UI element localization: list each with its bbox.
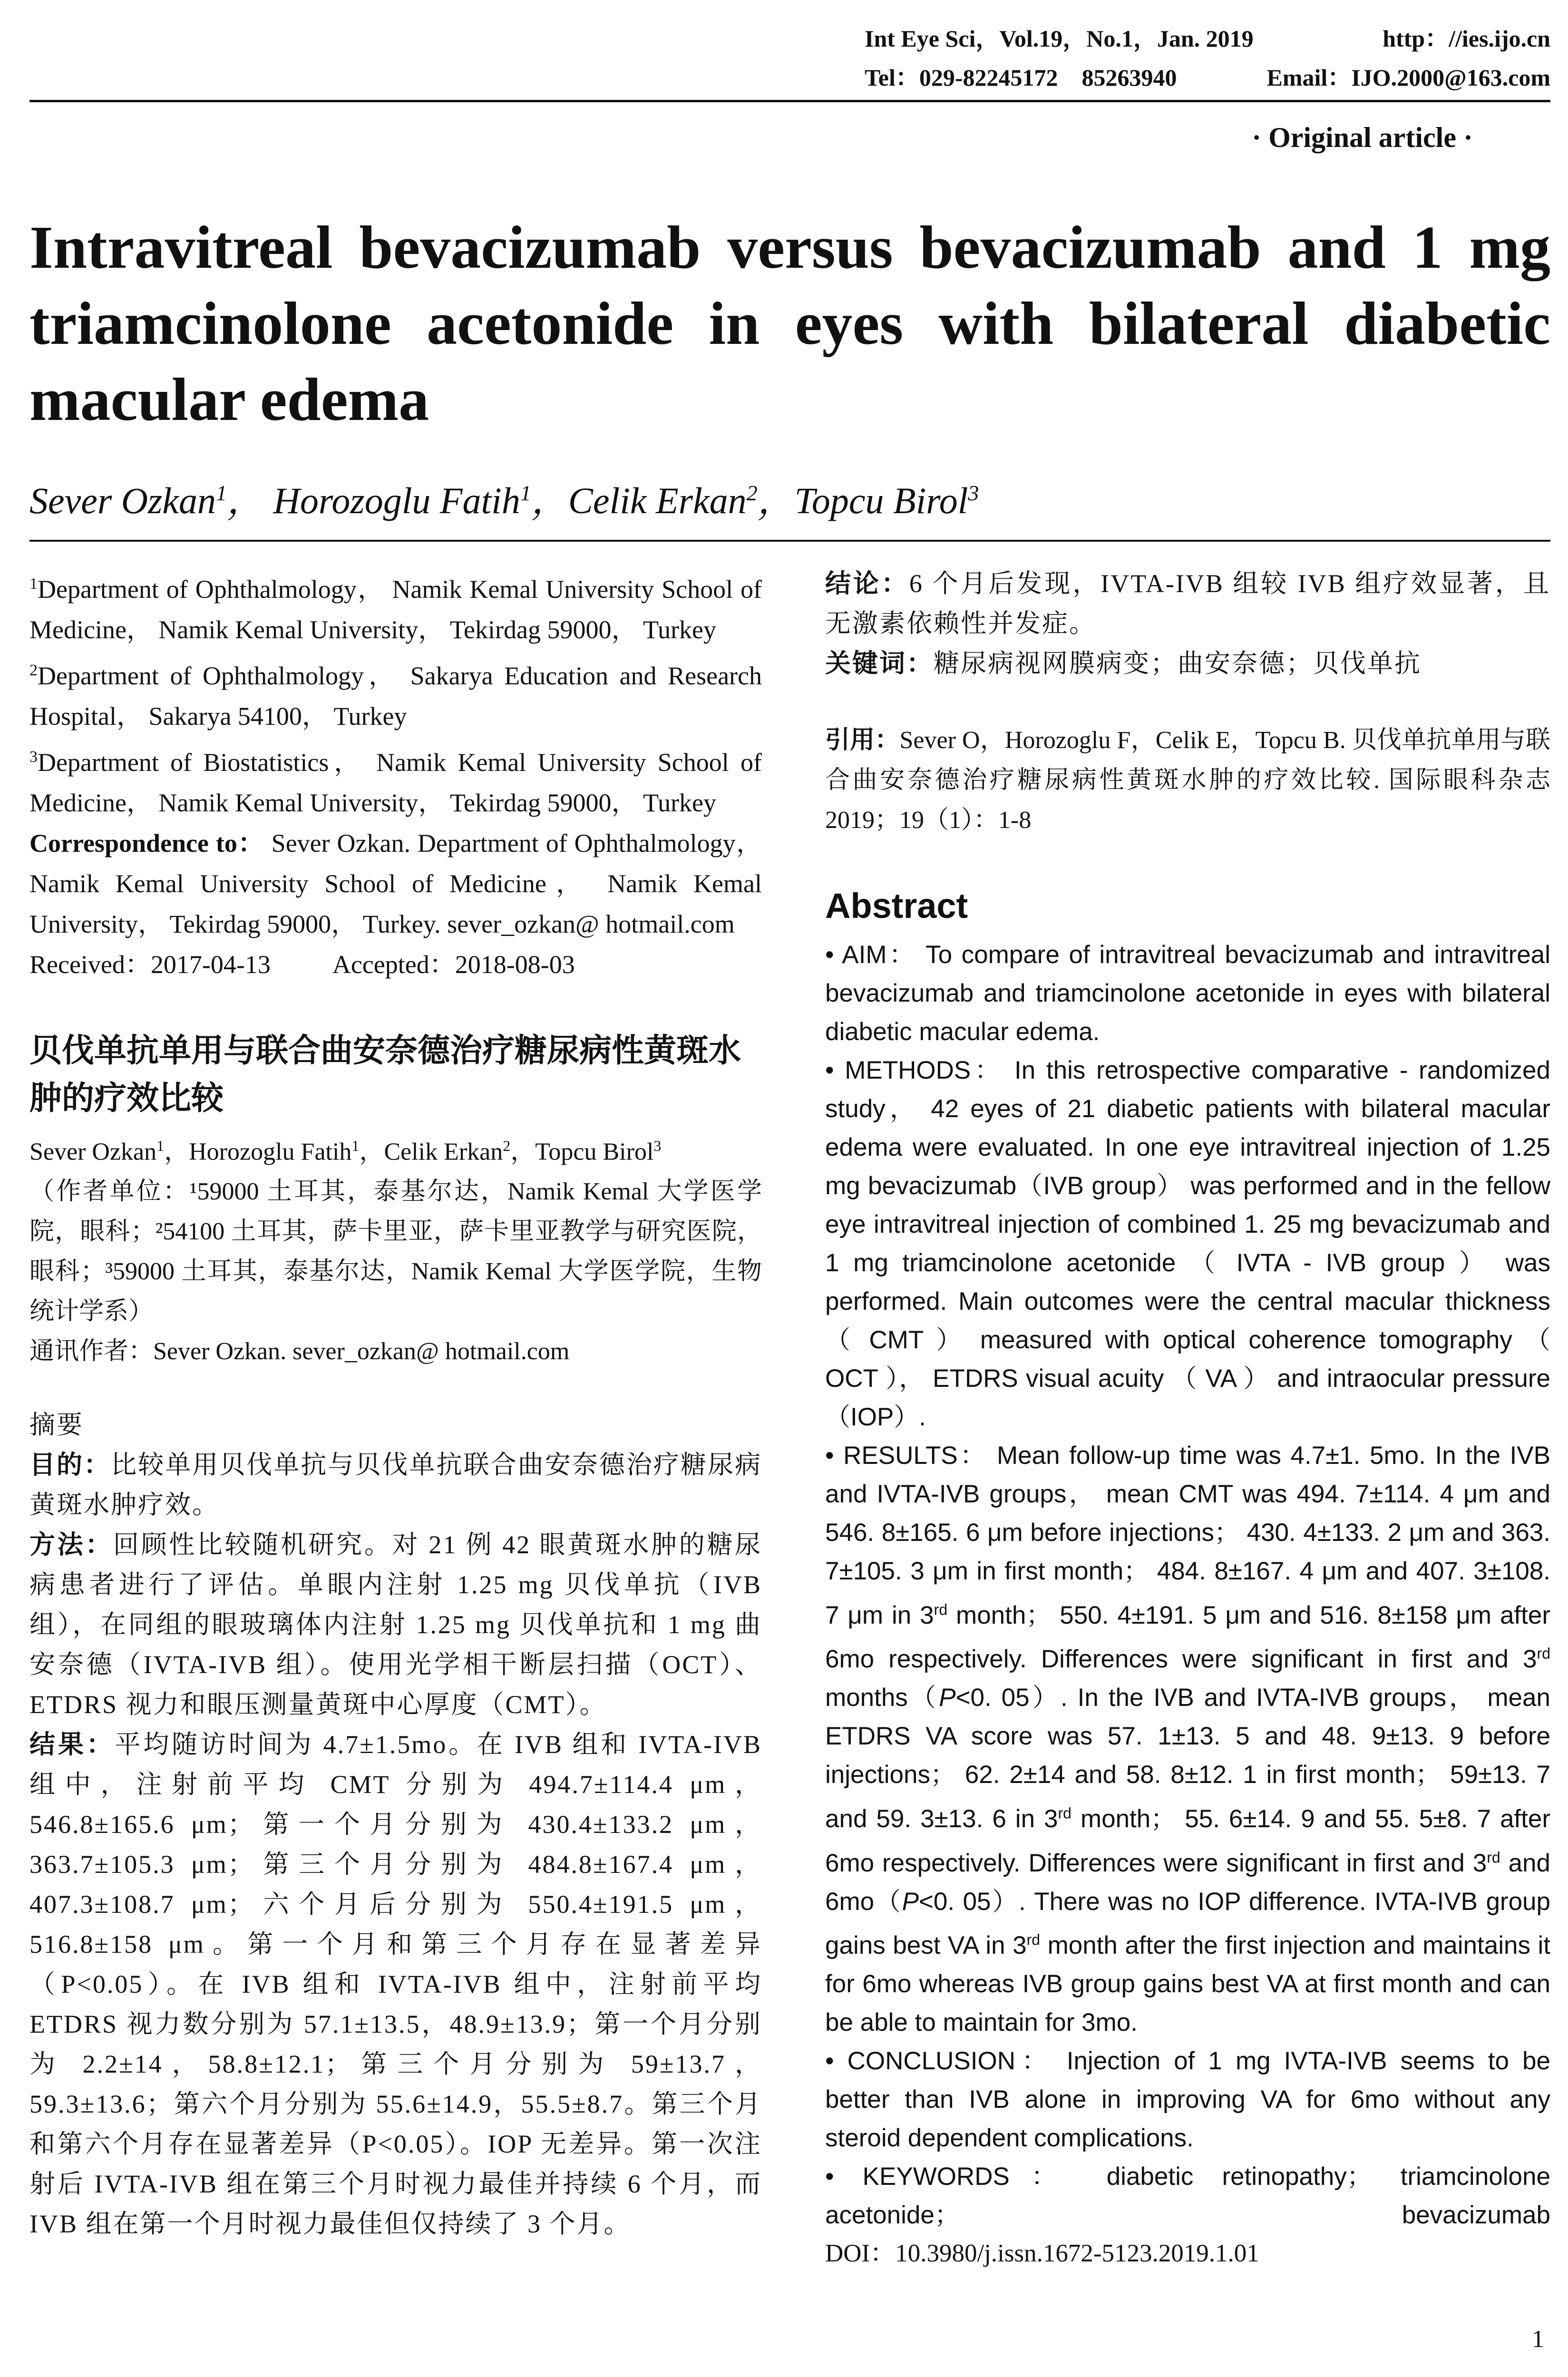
doi[interactable]: DOI：10.3980/j.issn.1672-5123.2019.1.01 <box>825 2240 1259 2268</box>
author-affiliation-number: 1 <box>520 481 531 505</box>
affiliation-number: 2 <box>29 662 38 679</box>
author-affiliation-number: 3 <box>653 1137 662 1154</box>
abstract-keywords-label: • KEYWORDS： <box>825 2163 1078 2191</box>
author-separator: ， <box>227 480 273 521</box>
abstract-conclusion-label: • CONCLUSION： <box>825 2047 1053 2075</box>
abstract-methods <box>825 1051 1550 1436</box>
chinese-results-label: 结果： <box>29 1730 115 1759</box>
chinese-methods-text: 回顾性比较随机研究。对 21 例 42 眼黄斑水肿的糖尿病患者进行了评估。单眼内注射 1.25 mg 贝伐单抗（IVB 组），在同组的眼玻璃体内注射 1.25 mg 贝伐单抗和 1 mg 曲安奈德（IVTA-IVB 组）。使用光学相干断层扫描（OCT）、ETDRS 视力和眼压测量黄斑中心厚度（CMT）。 <box>29 1530 762 1719</box>
chinese-abstract-heading: 摘要 <box>29 1411 84 1440</box>
abstract-results-label: • RESULTS： <box>825 1442 988 1470</box>
chinese-keywords-text: 糖尿病视网膜病变；曲安奈德；贝伐单抗 <box>934 649 1422 678</box>
chinese-aim-text: 比较单用贝伐单抗与贝伐单抗联合曲安奈德治疗糖尿病黄斑水肿疗效。 <box>29 1451 762 1520</box>
abstract-aim-label: • AIM： <box>825 941 917 969</box>
header-divider <box>29 100 1550 102</box>
journal-citation: Int Eye Sci，Vol.19，No.1，Jan. 2019 <box>865 25 1254 52</box>
accepted-date: Accepted：2018-08-03 <box>332 950 575 979</box>
chinese-keywords-label: 关键词： <box>825 649 934 678</box>
affiliation <box>29 737 762 823</box>
abstract-results <box>825 1436 1550 2042</box>
abstract-conclusion <box>825 2042 1550 2157</box>
chinese-conclusion-label: 结论： <box>825 569 909 598</box>
author-name: Celik Erkan <box>384 1138 503 1166</box>
affiliation-number: 1 <box>29 575 38 593</box>
author-name: Sever Ozkan <box>29 480 216 521</box>
abstract-aim-text: To compare of intravitreal bevacizumab and intravitreal bevacizumab and triamcinolone acetonide in eyes with bilateral diabetic macular edema. <box>825 941 1550 1046</box>
page-number: 1 <box>1532 2326 1544 2353</box>
affiliation <box>29 650 762 737</box>
chinese-methods-label: 方法： <box>29 1530 113 1559</box>
abstract-heading: Abstract <box>825 886 968 925</box>
author-affiliation-number: 3 <box>968 481 979 505</box>
chinese-title: 贝伐单抗单用与联合曲安奈德治疗糖尿病性黄斑水肿的疗效比较 <box>29 1033 741 1116</box>
author-affiliation-number: 1 <box>156 1137 165 1154</box>
article-title: Intravitreal bevacizumab versus bevacizumab and 1 mg triamcinolone acetonide in eyes with bilateral diabetic macular edema <box>29 214 1550 433</box>
chinese-citation-text: Sever O，Horozoglu F，Celik E，Topcu B. 贝伐单抗单用与联合曲安奈德治疗糖尿病性黄斑水肿的疗效比较. 国际眼科杂志 2019；19（1）：1-8 <box>825 727 1550 834</box>
left-column <box>29 564 762 2244</box>
author-separator: ， <box>164 1138 189 1166</box>
abstract-conclusion-text: Injection of 1 mg IVTA-IVB seems to be better than IVB alone in improving VA for 6mo without any steroid dependent complications. <box>825 2047 1550 2153</box>
author-separator: ， <box>531 480 568 521</box>
author-name: Horozoglu Fatih <box>273 480 520 521</box>
chinese-conclusion <box>825 564 1550 643</box>
author-affiliation-number: 2 <box>746 481 758 505</box>
abstract-keywords-text: diabetic retinopathy； triamcinolone acetonide； bevacizumab <box>825 2163 1550 2230</box>
author-separator: ， <box>359 1138 384 1166</box>
dates <box>29 945 762 985</box>
chinese-keywords <box>825 643 1550 683</box>
abstract-keywords <box>825 2157 1550 2234</box>
journal-phone: Tel：029-82245172 85263940 <box>865 64 1177 91</box>
abstract-results-text: Mean follow-up time was 4.7±1. 5mo. In the IVB and IVTA-IVB groups， mean CMT was 494. 7±114. 4 μm and 546. 8±165. 6 μm before injections； 430. 4±133. 2 μm and 363. 7±105. 3 μm in first month； 484. 8±167. 4 μm and 407. 3±108. 7 μm in 3rd month； 550. 4±191. 5 μm and 516. 8±158 μm after 6mo respectively. Differences were significant in first and 3rd months（P<0. 05）. In the IVB and IVTA-IVB groups， mean ETDRS VA score was 57. 1±13. 5 and 48. 9±13. 9 before injections； 62. 2±14 and 58. 8±12. 1 in first month； 59±13. 7 and 59. 3±13. 6 in 3rd month； 55. 6±14. 9 and 55. 5±8. 7 after 6mo respectively. Differences were significant in first and 3rd and 6mo（P<0. 05）. There was no IOP difference. IVTA-IVB group gains best VA in 3rd month after the first injection and maintains it for 6mo whereas IVB group gains best VA at first month and can be able to maintain for 3mo. <box>825 1442 1550 2037</box>
abstract-methods-text: In this retrospective comparative - randomized study， 42 eyes of 21 diabetic patients with bilateral macular edema were evaluated. In one eye intravitreal injection of 1.25 mg bevacizumab（IVB group） was performed and in the fellow eye intravitreal injection of combined 1. 25 mg bevacizumab and 1 mg triamcinolone acetonide （ IVTA - IVB group ） was performed. Main outcomes were the central macular thickness （ CMT ） measured with optical coherence tomography （ OCT ）， ETDRS visual acuity （ VA ） and intraocular pressure（IOP）. <box>825 1056 1551 1431</box>
affiliation-text: Department of Ophthalmology， Namik Kemal University School of Medicine， Namik Kemal University， Tekirdag 59000， Turkey <box>29 575 762 644</box>
author-name: Celik Erkan <box>568 480 747 521</box>
journal-header <box>865 19 1550 97</box>
author-separator: ， <box>510 1138 536 1166</box>
authors-divider <box>29 540 1550 542</box>
chinese-conclusion-text: 6 个月后发现，IVTA-IVB 组较 IVB 组疗效显著，且无激素依赖性并发症。 <box>825 569 1550 638</box>
author-name: Sever Ozkan <box>29 1138 157 1166</box>
correspondence-label: Correspondence to： <box>29 829 264 857</box>
journal-website[interactable]: http：//ies.ijo.cn <box>1383 25 1550 52</box>
author-name: Topcu Birol <box>535 1138 654 1166</box>
author-affiliation-number: 2 <box>503 1137 511 1154</box>
chinese-author-list <box>29 1126 762 1172</box>
affiliation-text: Department of Ophthalmology， Sakarya Education and Research Hospital， Sakarya 54100， Turkey <box>29 662 762 731</box>
author-name: Horozoglu Fatih <box>189 1138 352 1166</box>
chinese-citation-label: 引用： <box>825 727 900 754</box>
affiliation-list <box>29 564 762 823</box>
received-date: Received：2017-04-13 <box>29 950 271 979</box>
author-list <box>29 471 979 524</box>
abstract-aim <box>825 935 1550 1051</box>
chinese-methods <box>29 1525 762 1724</box>
abstract-methods-label: • METHODS： <box>825 1056 1004 1084</box>
chinese-correspondence: 通讯作者：Sever Ozkan. sever_ozkan@ hotmail.com <box>29 1338 570 1365</box>
chinese-aim <box>29 1445 762 1525</box>
author-separator: ， <box>757 480 795 521</box>
chinese-citation <box>825 721 1550 840</box>
correspondence-text: Sever Ozkan. Department of Ophthalmology， Namik Kemal University School of Medicine， Namik Kemal University， Tekirdag 59000， Turkey. sever_ozkan@ hotmail.com <box>29 829 762 938</box>
correspondence <box>29 823 762 945</box>
chinese-results-text: 平均随访时间为 4.7±1.5mo。在 IVB 组和 IVTA-IVB 组中，注射前平均 CMT 分别为 494.7±114.4 μm，546.8±165.6 μm；第一个月分别为 430.4±133.2 μm，363.7±105.3 μm；第三个月分别为 484.8±167.4 μm，407.3±108.7 μm；六个月后分别为 550.4±191.5 μm，516.8±158 μm。第一个月和第三个月存在显著差异（P<0.05）。在 IVB 组和 IVTA-IVB 组中，注射前平均 ETDRS 视力数分别为 57.1±13.5，48.9±13.9；第一个月分别为 2.2±14，58.8±12.1；第三个月分别为 59±13.7，59.3±13.6；第六个月分别为 55.6±14.9，55.5±8.7。第三个月和第六个月存在显著差异（P<0.05）。IOP 无差异。第一次注射后 IVTA-IVB 组在第三个月时视力最佳并持续 6 个月，而 IVB 组在第一个月时视力最佳但仅持续了 3 个月。 <box>29 1730 762 2239</box>
right-column <box>825 564 1550 2273</box>
chinese-affiliation: （作者单位：¹59000 土耳其，泰基尔达，Namik Kemal 大学医学院，眼科；²54100 土耳其，萨卡里亚，萨卡里亚教学与研究医院，眼科；³59000 土耳其，泰基尔达，Namik Kemal 大学医学院，生物统计学系） <box>29 1178 762 1325</box>
author-name: Topcu Birol <box>794 480 968 521</box>
author-affiliation-number: 1 <box>216 481 227 505</box>
affiliation <box>29 564 762 650</box>
author-affiliation-number: 1 <box>351 1137 360 1154</box>
journal-email[interactable]: Email：IJO.2000@163.com <box>1266 64 1550 91</box>
affiliation-text: Department of Biostatistics， Namik Kemal University School of Medicine， Namik Kemal University， Tekirdag 59000， Turkey <box>29 748 762 817</box>
article-type: · Original article · <box>1252 122 1473 153</box>
chinese-results <box>29 1724 762 2244</box>
affiliation-number: 3 <box>29 748 38 766</box>
chinese-aim-label: 目的： <box>29 1451 111 1480</box>
